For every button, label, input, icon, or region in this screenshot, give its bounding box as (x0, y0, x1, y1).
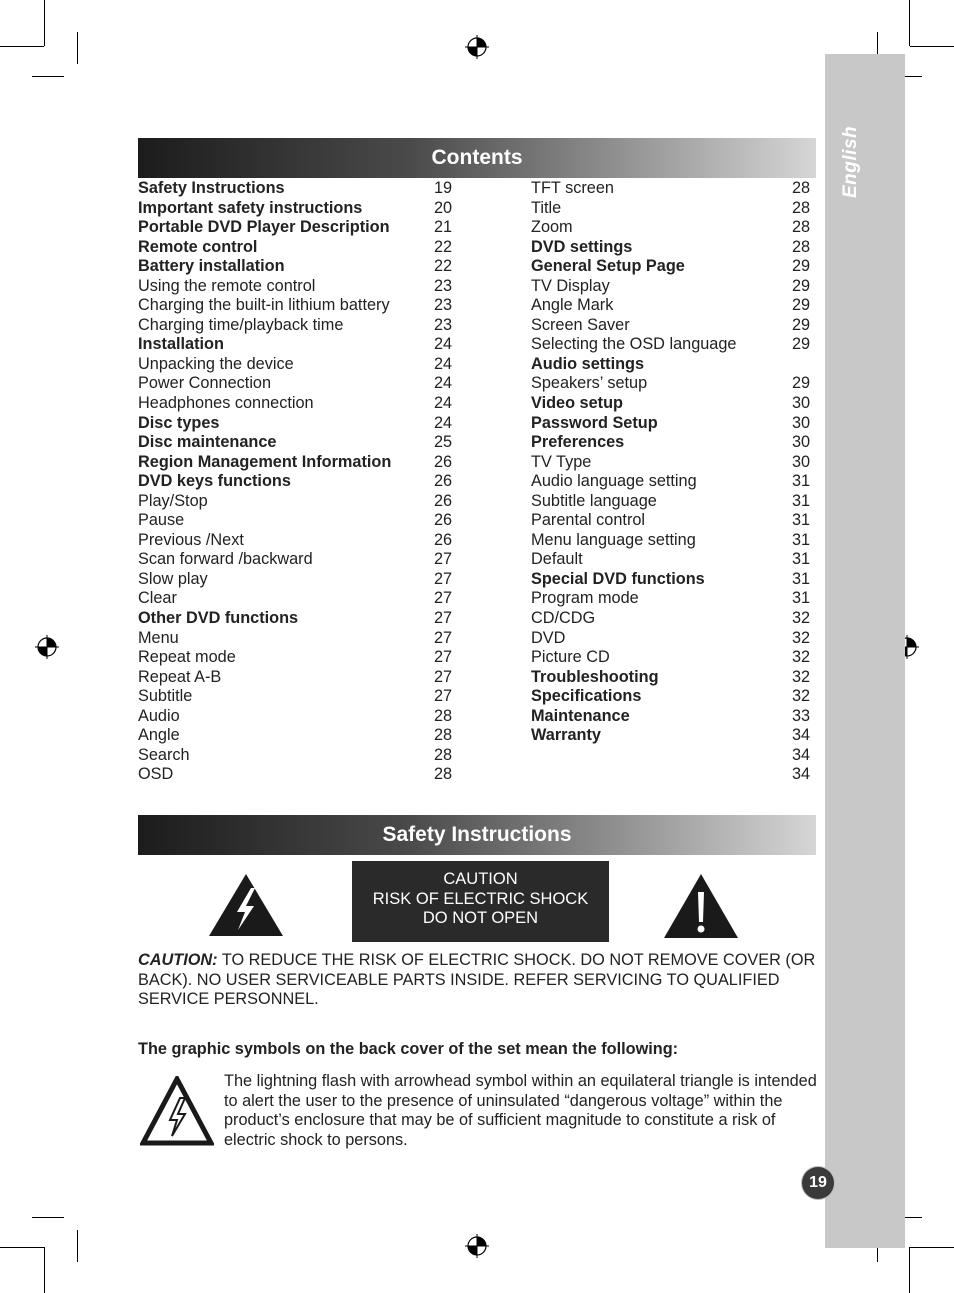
lightning-warning-icon (207, 872, 285, 938)
toc-entry-label: Audio (138, 706, 180, 725)
toc-entry-label: Charging time/playback time (138, 315, 344, 334)
toc-entry-label: Selecting the OSD language (531, 335, 737, 354)
toc-entry-page: 30 (792, 433, 811, 452)
toc-entry-label: Disc maintenance (138, 433, 277, 452)
crop-mark (0, 1247, 44, 1248)
contents-banner: Contents (138, 138, 816, 178)
toc-entry-page: 26 (434, 530, 453, 549)
toc-entry-label: TFT screen (531, 179, 614, 197)
toc-entry-page: 20 (434, 198, 453, 217)
toc-entry-label: Program mode (531, 589, 639, 608)
lightning-triangle-outline-icon (140, 1076, 214, 1146)
toc-entry-page: 23 (434, 315, 453, 334)
caution-line: RISK OF ELECTRIC SHOCK (372, 889, 589, 908)
toc-entry-page: 26 (434, 491, 453, 510)
toc-entry-page: 27 (434, 589, 453, 608)
toc-entry (138, 685, 458, 705)
crop-mark (32, 76, 64, 77)
toc-entry (138, 509, 458, 529)
toc-entry-label: Repeat mode (138, 648, 236, 667)
toc-entry (138, 705, 458, 725)
toc-entry-label: Warranty (531, 726, 601, 745)
toc-entry-label: Audio settings (531, 354, 645, 373)
toc-entry-label: Play/Stop (138, 491, 208, 510)
toc-entry (138, 470, 458, 490)
toc-entry-page: 27 (434, 628, 453, 647)
toc-entry-label: Video setup (531, 394, 623, 413)
toc-entry (138, 763, 458, 783)
toc-entry (138, 646, 458, 666)
toc-entry-page: 23 (434, 296, 453, 315)
crop-mark (910, 1247, 954, 1248)
toc-entry-page: 24 (434, 394, 453, 413)
caution-body: TO REDUCE THE RISK OF ELECTRIC SHOCK. DO NOT REMOVE COVER (OR BACK). NO USER SERVICEABLE PARTS INSIDE. REFER SERVICING TO QUALIFIED SERVICE PERSONNEL. (138, 951, 816, 1009)
toc-entry-label: DVD settings (531, 237, 633, 256)
toc-entry (138, 490, 458, 510)
toc-entry-page: 31 (792, 589, 811, 608)
toc-entry (531, 470, 816, 490)
toc-entry-label: Previous /Next (138, 530, 244, 549)
toc-entry-page: 29 (792, 335, 811, 354)
toc-entry-page: 25 (434, 433, 453, 452)
toc-entry-label: Slow play (138, 569, 208, 588)
toc-entry-label: Other DVD functions (138, 609, 299, 628)
toc-entry-label: OSD (138, 765, 174, 784)
crop-mark (44, 1247, 45, 1293)
toc-entry-label: Preferences (531, 433, 625, 452)
toc-entry-page: 31 (792, 511, 811, 530)
toc-entry (138, 392, 458, 412)
toc-entry (531, 412, 816, 432)
toc-entry (138, 294, 458, 314)
toc-entry (531, 314, 816, 334)
toc-entry-page: 22 (434, 257, 453, 276)
toc-entry (138, 197, 458, 217)
toc-entry-page: 34 (792, 765, 811, 784)
toc-entry (138, 529, 458, 549)
toc-entry (138, 666, 458, 686)
caution-lead: CAUTION: (138, 951, 218, 969)
toc-entry-page: 33 (792, 706, 811, 725)
toc-entry-page: 24 (434, 354, 453, 373)
toc-entry-label: General Setup Page (531, 257, 685, 276)
toc-entry-page: 32 (792, 667, 811, 686)
toc-entry-label: Clear (138, 589, 177, 608)
toc-entry-page: 28 (434, 765, 453, 784)
toc-entry-label: Battery installation (138, 257, 285, 276)
toc-entry-label: Picture CD (531, 648, 610, 667)
toc-entry (531, 548, 816, 568)
toc-entry-label: Menu (138, 628, 179, 647)
toc-entry (138, 587, 458, 607)
toc-entry-page: 26 (434, 511, 453, 530)
language-sidebar (825, 54, 905, 1248)
toc-entry (138, 236, 458, 256)
toc-entry (138, 568, 458, 588)
toc-entry (531, 431, 816, 451)
toc-entry-label: Menu language setting (531, 530, 696, 549)
toc-entry (531, 333, 816, 353)
toc-entry-label: Title (531, 198, 562, 217)
toc-entry-page: 27 (434, 667, 453, 686)
toc-entry-label: CD/CDG (531, 609, 596, 628)
toc-entry-label: Default (531, 550, 583, 569)
toc-entry (531, 724, 816, 744)
toc-entry (138, 451, 458, 471)
toc-entry-label: TV Display (531, 276, 610, 295)
toc-entry (531, 763, 816, 783)
toc-entry (138, 431, 458, 451)
lightning-symbol-description: The lightning flash with arrowhead symbol within an equilateral triangle is intended to alert the user to the presence of uninsulated “dangerous voltage” within the product’s enclosure that may be of sufficient magnitude to constitute a risk of electric shock to persons. (224, 1072, 817, 1149)
toc-entry (531, 744, 816, 764)
toc-entry-page: 28 (792, 198, 811, 217)
toc-entry-page: 31 (792, 491, 811, 510)
toc-entry-page: 24 (434, 413, 453, 432)
toc-entry-page: 30 (792, 413, 811, 432)
toc-entry-page: 28 (792, 218, 811, 237)
toc-entry (138, 548, 458, 568)
toc-entry (531, 255, 816, 275)
toc-entry (531, 587, 816, 607)
toc-entry-label: Parental control (531, 511, 646, 530)
toc-entry (138, 744, 458, 764)
toc-entry (138, 275, 458, 295)
toc-entry-label: Screen Saver (531, 315, 630, 334)
toc-entry (138, 216, 458, 236)
graphic-symbols-heading: The graphic symbols on the back cover of the set mean the following: (138, 1040, 679, 1058)
toc-entry (138, 724, 458, 744)
toc-entry-page: 27 (434, 550, 453, 569)
caution-line: CAUTION (443, 870, 518, 888)
toc-entry (138, 607, 458, 627)
toc-entry-label: DVD keys functions (138, 472, 291, 491)
toc-entry-label: Unpacking the device (138, 354, 294, 373)
toc-entry-page: 28 (434, 706, 453, 725)
crop-mark (910, 46, 954, 47)
toc-entry-label: Angle Mark (531, 296, 614, 315)
page-number-badge: 19 (802, 1167, 834, 1199)
toc-entry-label: Remote control (138, 237, 258, 256)
toc-entry-label: Subtitle language (531, 491, 657, 510)
caution-label-box (352, 861, 609, 942)
toc-entry-page: 26 (434, 472, 453, 491)
toc-entry (531, 509, 816, 529)
toc-entry (531, 529, 816, 549)
toc-entry-label: Specifications (531, 687, 642, 706)
toc-entry-page: 32 (792, 609, 811, 628)
toc-entry-page: 27 (434, 648, 453, 667)
toc-entry (531, 236, 816, 256)
toc-entry (531, 372, 816, 392)
toc-entry (138, 412, 458, 432)
toc-entry-page: 27 (434, 609, 453, 628)
toc-entry (531, 646, 816, 666)
toc-entry-label: Subtitle (138, 687, 193, 706)
toc-entry-page: 26 (434, 452, 453, 471)
toc-entry (138, 333, 458, 353)
toc-entry-page: 32 (792, 648, 811, 667)
toc-entry-page: 24 (434, 374, 453, 393)
crop-mark (44, 0, 45, 46)
crop-mark (77, 32, 78, 64)
toc-entry-page: 28 (434, 745, 453, 764)
toc-entry-page: 27 (434, 569, 453, 588)
toc-entry-label: Scan forward /backward (138, 550, 313, 569)
toc-entry-page: 30 (792, 394, 811, 413)
toc-entry (531, 294, 816, 314)
toc-entry-label: Search (138, 745, 190, 764)
caution-paragraph (138, 951, 818, 1010)
crop-mark (77, 1230, 78, 1262)
crop-mark (909, 1247, 910, 1293)
toc-entry-label: Using the remote control (138, 276, 316, 295)
contents-left-column (138, 177, 458, 783)
toc-entry-page: 32 (792, 687, 811, 706)
toc-entry-label: Repeat A-B (138, 667, 222, 686)
toc-entry-page: 29 (792, 257, 811, 276)
toc-entry-label: Headphones connection (138, 394, 314, 413)
toc-entry-label: Safety Instructions (138, 179, 285, 197)
toc-entry (531, 685, 816, 705)
toc-entry (138, 353, 458, 373)
toc-entry (138, 314, 458, 334)
toc-entry (531, 568, 816, 588)
toc-entry (531, 666, 816, 686)
toc-entry-label: Region Management Information (138, 452, 392, 471)
toc-entry-page: 21 (434, 218, 453, 237)
toc-entry (531, 607, 816, 627)
toc-entry-page: 31 (792, 530, 811, 549)
toc-entry-page: 27 (434, 687, 453, 706)
toc-entry (531, 627, 816, 647)
toc-entry-label: Zoom (531, 218, 573, 237)
caution-line: DO NOT OPEN (422, 909, 539, 927)
toc-entry-page: 29 (792, 315, 811, 334)
toc-entry-label: Audio language setting (531, 472, 697, 491)
toc-entry-page: 31 (792, 569, 811, 588)
crop-mark (32, 1217, 64, 1218)
toc-entry (138, 627, 458, 647)
toc-entry-label: Disc types (138, 413, 220, 432)
toc-entry-page: 28 (434, 726, 453, 745)
toc-entry-page: 28 (792, 179, 811, 197)
toc-entry (531, 216, 816, 236)
registration-mark-icon (35, 635, 59, 659)
toc-entry-page: 29 (792, 296, 811, 315)
toc-entry-label: Charging the built-in lithium battery (138, 296, 390, 315)
toc-entry-page: 23 (434, 276, 453, 295)
toc-entry (531, 490, 816, 510)
toc-entry (531, 197, 816, 217)
toc-entry-label: Angle (138, 726, 180, 745)
toc-entry-label: Troubleshooting (531, 667, 659, 686)
toc-entry-page: 28 (792, 237, 811, 256)
toc-entry-page: 24 (434, 335, 453, 354)
toc-entry-label: TV Type (531, 452, 592, 471)
toc-entry-label: Important safety instructions (138, 198, 363, 217)
toc-entry (531, 705, 816, 725)
toc-entry-page: 31 (792, 550, 811, 569)
toc-entry (531, 451, 816, 471)
toc-entry (531, 275, 816, 295)
crop-mark (0, 46, 44, 47)
toc-entry-page: 32 (792, 628, 811, 647)
toc-entry-label: Installation (138, 335, 224, 354)
toc-entry-label: Password Setup (531, 413, 658, 432)
toc-entry (531, 353, 816, 373)
language-label: English (840, 125, 861, 198)
toc-entry (138, 372, 458, 392)
toc-entry-label: Speakers’ setup (531, 374, 648, 393)
toc-entry (531, 177, 816, 197)
toc-entry-label: Maintenance (531, 706, 630, 725)
contents-right-column (531, 177, 816, 783)
toc-entry-page: 34 (792, 745, 811, 764)
toc-entry-label: Portable DVD Player Description (138, 218, 390, 237)
toc-entry-page: 22 (434, 237, 453, 256)
toc-entry-label: Pause (138, 511, 185, 530)
toc-entry-page: 29 (792, 374, 811, 393)
toc-entry-label: DVD (531, 628, 566, 647)
toc-entry-page: 19 (434, 179, 453, 197)
toc-entry-page: 31 (792, 472, 811, 491)
toc-entry (138, 177, 458, 197)
toc-entry-label: Power Connection (138, 374, 272, 393)
registration-mark-icon (465, 35, 489, 59)
toc-entry (138, 255, 458, 275)
safety-banner: Safety Instructions (138, 815, 816, 855)
toc-entry-label: Special DVD functions (531, 569, 705, 588)
toc-entry-page: 29 (792, 276, 811, 295)
toc-entry (531, 392, 816, 412)
registration-mark-icon (465, 1234, 489, 1258)
toc-entry-page: 34 (792, 726, 811, 745)
exclamation-warning-icon (662, 872, 740, 940)
toc-entry-page: 30 (792, 452, 811, 471)
crop-mark (909, 0, 910, 46)
